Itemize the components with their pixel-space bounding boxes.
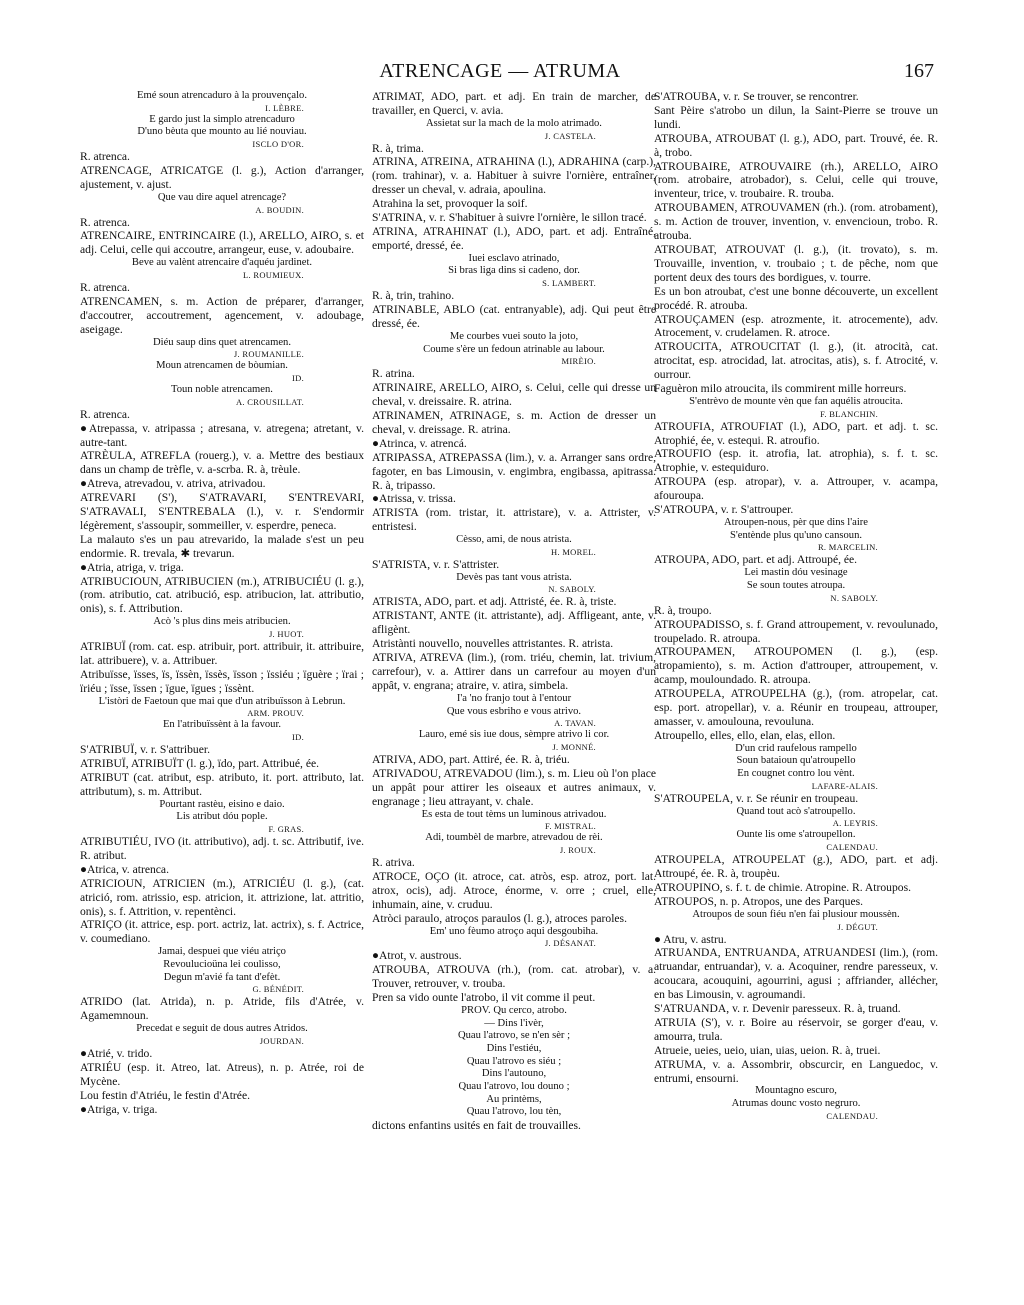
dictionary-entry: ATROUÇAMEN (esp. atrozmente, it. atrocemente), adv. Atrocement, v. crudelamen. R. atroce.	[654, 312, 938, 340]
dictionary-entry: R. à, trima.	[372, 141, 424, 155]
dictionary-entry: R. atriva.	[372, 855, 415, 869]
citation-quote: — Dins l'ivèr,	[484, 1017, 544, 1029]
dictionary-entry: ●Atrot, v. austrous.	[372, 949, 462, 963]
dictionary-entry: ATRINA, ATRAHINAT (l.), ADO, part. et adj. Entraîné, emporté, dressé, ée.	[372, 224, 656, 252]
dictionary-entry: S'ATRISTA, v. r. S'attrister.	[372, 557, 500, 571]
citation-quote: D'uno bèuta que mounto au lié nouviau.	[137, 126, 307, 138]
citation-quote: Quand tout acò s'atroupello.	[736, 805, 856, 817]
citation-quote: Que vau dire aquel atrencage?	[157, 191, 287, 203]
citation-quote: Soun bataioun qu'atroupello	[736, 755, 856, 767]
citation-quote: Diéu saup dins quet atrencamen.	[153, 336, 291, 348]
dictionary-entry: ATRENCAGE, ATRICATGE (l. g.), Action d'arranger, ajustement, v. ajust.	[80, 164, 364, 191]
citation-source: J. ROUMANILLE.	[233, 349, 304, 360]
citation-source: R. MARCELIN.	[817, 542, 878, 553]
citation-source: ISCLO D'OR.	[252, 139, 304, 150]
citation-quote: Me courbes vuei souto la joto,	[449, 330, 579, 342]
dictionary-entry: ATRIÉU (esp. it. Atreo, lat. Atreus), n. p. Atrée, roi de Mycène.	[80, 1060, 364, 1088]
dictionary-entry: ●Atreva, atrevadou, v. atriva, atrivadou.	[80, 477, 266, 491]
dictionary-entry: ATRIBUÏ, ATRIBUÏT (l. g.), ïdo, part. Attribué, ée.	[80, 756, 320, 770]
citation-source: J. HUOT.	[268, 628, 304, 639]
page-number: 167	[904, 60, 934, 82]
dictionary-entry: Atròci paraulo, atroços paraulos (l. g.), atroces paroles.	[372, 911, 627, 925]
dictionary-entry: ATROUBA, ATROUVA (rh.), (rom. cat. atrobar), v. a. Trouver, retrouver, v. trouba.	[372, 963, 656, 991]
dictionary-entry: ATROUFIO (esp. it. atrofia, lat. atrophia), s. f. t. sc. Atrophie, v. estequiduro.	[654, 447, 938, 475]
dictionary-entry: ATROUFIA, ATROUFIAT (l.), ADO, part. et adj. t. sc. Atrophié, ée, v. estequi. R. atroufio.	[654, 419, 938, 447]
dictionary-entry: ATRIMAT, ADO, part. et adj. En train de marcher, de travailler, en Querci, v. avia.	[372, 90, 656, 117]
citation-quote: Atroupos de soun fiéu n'en fai plusiour moussèn.	[692, 908, 900, 920]
dictionary-entry: ●Atriga, v. triga.	[80, 1102, 158, 1116]
citation-source: J. CASTELA.	[544, 130, 596, 141]
citation-quote: Adi, toumbèl de marbre, atrevadou de rèi.	[425, 832, 603, 844]
dictionary-entry: Atrahina la set, provoquer la soif.	[372, 197, 528, 211]
citation-quote: Dins l'autouno,	[481, 1068, 547, 1080]
citation-quote: Si bras liga dins si cadeno, dor.	[448, 265, 580, 277]
citation-quote: Toun noble atrencamen.	[171, 383, 273, 395]
dictionary-entry: R. atrenca.	[80, 407, 130, 421]
dictionary-entry: ATRICIOUN, ATRICIEN (m.), ATRICIÉU (l. g.), (cat. atrició, rom. atrissio, esp. atricion, it. attrizione, lat. attritio, onis), s. f. Attrition, v. repentènci.	[80, 876, 364, 918]
dictionary-entry: ATRISTANT, ANTE (it. attristante), adj. Affligeant, ante, v. afligènt.	[372, 609, 656, 637]
citation-source: ID.	[292, 372, 304, 383]
citation-quote: Quau l'atrovo, se n'en sèr ;	[457, 1030, 571, 1042]
dictionary-entry: ATRUANDA, ENTRUANDA, ATRUANDESI (lim.), (rom. atruandar, entruandar), v. a. Acoquiner, rendre paresseux, v. acoucara, acouquini, agourrini, agusi ; affriander, allécher, en bas Limousin, v. agroumandi.	[654, 946, 938, 1002]
citation-source: ARM. PROUV.	[247, 708, 304, 719]
dictionary-entry: S'ATRUANDA, v. r. Devenir paresseux. R. à, truand.	[654, 1002, 901, 1016]
dictionary-entry: Atribuïsse, ïsses, ïs, ïssèn, ïssès, ïsson ; ïssiéu ; ïguère ; ïrai ; ïriéu ; ïsse, ïssen ; ïgue, ïgues ; ïssènt.	[80, 667, 364, 695]
citation-quote: E gardo just la simplo atrencaduro	[149, 113, 295, 125]
dictionary-entry: R. atrenca.	[80, 215, 130, 229]
citation-source: I. LÈBRE.	[265, 102, 304, 113]
dictionary-entry: ATROUPELA, ATROUPELAT (g.), ADO, part. et adj. Attroupé, ée. R. à, troupèu.	[654, 853, 938, 881]
citation-source: J. DÉSANAT.	[544, 938, 596, 949]
dictionary-entry: ATROUBAT, ATROUVAT (l. g.), (it. trovato), s. m. Trouvaille, invention, v. troubaio ; t. de pêche, nom que portent deux des tours des bordigues, v. tourre.	[654, 242, 938, 284]
citation-quote: Mountagno escuro,	[755, 1085, 837, 1097]
citation-quote: Jamai, despuei que viéu atriço	[158, 946, 286, 958]
dictionary-entry: ATRUMA, v. a. Assombrir, obscurcir, en Languedoc, v. entrumi, ensourni.	[654, 1057, 938, 1085]
citation-quote: Atroupen-nous, pèr que dins l'aire	[723, 516, 868, 528]
citation-source: J. MONNÉ.	[552, 741, 596, 752]
citation-source: J. DÉGUT.	[837, 921, 878, 932]
citation-quote: Em' uno fèumo atroço aqui desgoubiha.	[429, 925, 599, 937]
citation-source: CALENDAU.	[826, 842, 878, 853]
dictionary-entry: R. à, troupo.	[654, 603, 712, 617]
dictionary-entry: ATRINA, ATREINA, ATRAHINA (l.), ADRAHINA (carp.), (rom. trahinar), v. a. Habituer à suivre l'ornière, entraîner, dresser un cheval, v. adraia, apoulina.	[372, 155, 656, 197]
dictionary-entry: S'ATROUBA, v. r. Se trouver, se rencontrer.	[654, 90, 859, 103]
dictionary-entry: ATRINABLE, ABLO (cat. entranyable), adj. Qui peut être dressé, ée.	[372, 303, 656, 330]
dictionary-entry: ● Atru, v. astru.	[654, 932, 727, 946]
citation-source: CALENDAU.	[826, 1110, 878, 1121]
dictionary-entry: ATRENCAMEN, s. m. Action de préparer, d'arranger, d'accoutrer, accoutrement, agencement, v. adoubage, aseigage.	[80, 294, 364, 336]
dictionary-entry: Atrueie, ueies, ueio, uian, uias, ueion. R. à, truei.	[654, 1043, 881, 1057]
citation-source: JOURDAN.	[259, 1035, 304, 1046]
citation-source: J. ROUX.	[559, 844, 596, 855]
citation-quote: Quau l'atrovo, lou tèn,	[466, 1106, 562, 1118]
citation-quote: PROV. Qu cerco, atrobo.	[461, 1004, 567, 1016]
dictionary-entry: ATRUIA (S'), v. r. Boire au réservoir, se gorger d'eau, v. amourra, trula.	[654, 1015, 938, 1043]
citation-quote: Quau l'atrovo, lou douno ;	[458, 1081, 570, 1093]
dictionary-entry: ●Atrica, v. atrenca.	[80, 862, 169, 876]
dictionary-entry: S'ATROUPA, v. r. S'attrouper.	[654, 503, 794, 517]
dictionary-entry: ATROCE, OÇO (it. atroce, cat. atròs, esp. atroz, port. lat. atrox, ocis), adj. Atroce, énorme, v. orre ; cruel, elle, inhumain, aine, v. cruduu.	[372, 869, 656, 911]
dictionary-entry: ATROUPA, ADO, part. et adj. Attroupé, ée.	[654, 553, 858, 567]
citation-quote: Moun atrencamen de bòumian.	[156, 360, 288, 372]
citation-quote: Lauro, emé sis iue dous, sèmpre atrivo li cor.	[418, 729, 610, 741]
citation-source: A. LEYRIS.	[832, 818, 878, 829]
citation-quote: S'entrèvo de mounte vèn que fan aquélis atroucita.	[689, 395, 903, 407]
dictionary-entry: ATRENCAIRE, ENTRINCAIRE (l.), ARELLO, AIRO, s. et adj. Celui, celle qui accoutre, arrangeur, euse, v. adoubaire.	[80, 229, 364, 257]
dictionary-entry: ATROUBAIRE, ATROUVAIRE (rh.), ARELLO, AIRO (rom. atrobaire, atrobador), s. Celui, celle qui trouve, inventeur, trice, v. troubaire. R. trouba.	[654, 159, 938, 201]
dictionary-entry: S'ATRIBUÏ, v. r. S'attribuer.	[80, 743, 210, 757]
citation-source: N. SABOLY.	[830, 592, 878, 603]
dictionary-entry: ATRIÇO (it. attrice, esp. port. actriz, lat. actrix), s. f. Actrice, v. coumediano.	[80, 918, 364, 946]
citation-quote: Degun m'avié fa tant d'efèt.	[163, 971, 281, 983]
dictionary-entry: dictons enfantins usités en fait de trouvailles.	[372, 1119, 581, 1133]
citation-source: F. GRAS.	[268, 824, 304, 835]
dictionary-entry: Faguèron milo atroucita, ils commirent mille horreurs.	[654, 382, 907, 396]
citation-source: H. MOREL.	[551, 546, 596, 557]
citation-source: LAFARE-ALAIS.	[811, 780, 878, 791]
dictionary-entry: ATRIVA, ADO, part. Attiré, ée. R. à, triéu.	[372, 752, 570, 766]
citation-quote: Se soun toutes atroupa.	[746, 580, 846, 591]
dictionary-entry: S'ATRINA, v. r. S'habituer à suivre l'ornière, le sillon tracé.	[372, 211, 647, 225]
citation-source: L. ROUMIEUX.	[243, 269, 304, 280]
dictionary-entry: ATROUPELA, ATROUPELHA (g.), (rom. atropelar, cat. esp. port. atropellar), v. a. Réunir en troupeau, attrouper, amasser, v. amoulouna, revouluna.	[654, 687, 938, 728]
dictionary-entry: ATROUPADISSO, s. f. Grand attroupement, v. revoulunado, troupelado. R. atroupa.	[654, 617, 938, 645]
dictionary-entry: ATRIBUTIÉU, IVO (it. attributivo), adj. t. sc. Attributif, ive. R. atribut.	[80, 835, 364, 862]
citation-quote: Beve au valènt atrencaire d'aquéu jardinet.	[131, 257, 313, 269]
citation-source: F. BLANCHIN.	[820, 408, 878, 419]
column-3	[654, 90, 938, 1122]
citation-quote: Atrumas dounc vosto negruro.	[731, 1098, 861, 1110]
citation-quote: Es esta de tout tèms un luminous atrivadou.	[421, 808, 607, 820]
citation-quote: Revoulucioüna lei coulisso,	[163, 959, 281, 970]
dictionary-entry: ATRIVADOU, ATREVADOU (lim.), s. m. Lieu où l'on place un appât pour attirer les oiseaux et autres animaux, v. engranage ; lieu attrayant, v. chale.	[372, 766, 656, 808]
dictionary-entry: ATRIVA, ATREVA (lim.), (rom. triéu, chemin, lat. trivium, carrefour), v. a. Attirer dans un carrefour au moyen d'un appât, v. engrana; atraire, v. atira, simbela.	[372, 651, 656, 692]
citation-quote: Coume s'ère un fedoun atrinable au labour.	[423, 343, 605, 355]
citation-quote: D'un crid raufelous rampello	[735, 742, 857, 754]
citation-quote: Dins l'estiéu,	[486, 1042, 542, 1054]
dictionary-entry: Es un bon atroubat, c'est une bonne découverte, un excellent procédé. R. atrouba.	[654, 284, 938, 312]
dictionary-entry: ●Atrinca, v. atrencá.	[372, 436, 467, 450]
dictionary-entry: ATROUCITA, ATROUCITAT (l. g.), (it. atrocità, cat. atrocitat, esp. atrocidad, lat. atrocitas, atis), s. f. Atrocité, v. ourrour.	[654, 340, 938, 382]
citation-quote: Lis atribut dóu pople.	[176, 811, 268, 823]
citation-quote: Emé soun atrencaduro à la prouvençalo.	[136, 90, 308, 101]
citation-quote: Devès pas tant vous atrista.	[456, 571, 572, 583]
dictionary-entry: ATRIPASSA, ATREPASSA (lim.), v. a. Arranger sans ordre, fagoter, en bas Limousin, v. engimbra, engibassa, apitrassa. R. à, tripasso.	[372, 450, 656, 492]
dictionary-entry: La malauto s'es un pau atrevarido, la malade s'est un peu endormie. R. trevala, ✱ trevarun.	[80, 532, 364, 560]
dictionary-entry: ATRIBUT (cat. atribut, esp. atributo, it. port. attributo, lat. attributum), s. m. Attribut.	[80, 770, 364, 798]
dictionary-entry: Lou festin d'Atriéu, le festin d'Atrée.	[80, 1088, 250, 1102]
dictionary-entry: ATRISTA, ADO, part. et adj. Attristé, ée. R. à, triste.	[372, 595, 617, 609]
dictionary-entry: ATRINAIRE, ARELLO, AIRO, s. Celui, celle qui dresse un cheval, v. dreissaire. R. atrina.	[372, 381, 656, 409]
citation-quote: Pourtant rastèu, eisino e daio.	[159, 798, 285, 810]
citation-quote: Precedat e seguit de dous autres Atridos.	[136, 1023, 308, 1035]
column-2	[372, 90, 656, 1133]
citation-quote: I'a 'no franjo tout à l'entour	[456, 692, 572, 704]
dictionary-entry: ATRIDO (lat. Atrida), n. p. Atride, fils d'Atrée, v. Agamemnoun.	[80, 995, 364, 1023]
citation-source: A. TAVAN.	[554, 718, 596, 729]
citation-quote: Assietat sur la mach de la molo atrimado.	[426, 117, 602, 129]
citation-quote: En cougnet contro lou vènt.	[737, 768, 855, 780]
dictionary-entry: ATROUPOS, n. p. Atropos, une des Parques.	[654, 894, 864, 908]
citation-quote: Lei mastin dóu vesinage	[744, 567, 848, 579]
citation-source: G. BÉNÉDIT.	[252, 984, 304, 995]
citation-quote: Iuei esclavo atrinado,	[468, 252, 560, 264]
citation-quote: Quau l'atrovo es siéu ;	[466, 1055, 562, 1067]
citation-source: N. SABOLY.	[548, 584, 596, 595]
citation-source: A. CROUSILLAT.	[235, 396, 304, 407]
dictionary-entry: Atristànti nouvello, nouvelles attristantes. R. atrista.	[372, 637, 614, 651]
dictionary-entry: ATROUPINO, s. f. t. de chimie. Atropine. R. Atroupos.	[654, 881, 911, 894]
dictionary-entry: Sant Pèire s'atrobo un dilun, la Saint-Pierre se trouve un lundi.	[654, 103, 938, 131]
dictionary-entry: ATROUBAMEN, ATROUVAMEN (rh.). (rom. atrobament), s. m. Action de trouver, invention, v. envencioun, trobo. R. atrouba.	[654, 201, 938, 243]
dictionary-entry: Pren sa vido ounte l'atrobo, il vit comme il peut.	[372, 990, 596, 1004]
dictionary-entry: ATROUPAMEN, ATROUPOMEN (l. g.), (esp. atropamiento), s. m. Action d'attrouper, attroupement, v. acamp, mouloundado. R. atroupa.	[654, 645, 938, 687]
dictionary-entry: ATRIBUCIOUN, ATRIBUCIEN (m.), ATRIBUCIÉU (l. g.), (rom. atributio, cat. atribució, esp. atribucion, lat. attributio, onis), s. f. Attribution.	[80, 574, 364, 616]
citation-quote: Ounte lis ome s'atroupellon.	[736, 829, 856, 841]
dictionary-entry: ●Atrié, v. trido.	[80, 1046, 153, 1060]
citation-quote: S'entènde plus qu'uno cansoun.	[729, 529, 863, 541]
citation-quote: En l'atribuïssènt à la favour.	[162, 719, 282, 731]
dictionary-entry: ATRÈULA, ATREFLA (rouerg.), v. a. Mettre des bestiaux dans un champ de trèfle, v. a-scrba. R. à, trèule.	[80, 449, 364, 477]
citation-source: S. LAMBERT.	[542, 278, 596, 289]
dictionary-entry: ●Atria, atriga, v. triga.	[80, 560, 184, 574]
dictionary-entry: R. atrina.	[372, 367, 415, 381]
citation-quote: Que vous esbriho e vous atrivo.	[446, 705, 582, 717]
dictionary-entry: ATROUBA, ATROUBAT (l. g.), ADO, part. Trouvé, ée. R. à, trobo.	[654, 131, 938, 159]
dictionary-entry: ●Atrepassa, v. atripassa ; atresana, v. atregena; atretant, v. autre-tant.	[80, 421, 364, 449]
dictionary-entry: ATRIBUÏ (rom. cat. esp. atribuir, port. attribuir, it. attribuire, lat. attribuere), v. a. Attribuer.	[80, 639, 364, 667]
dictionary-entry: R. atrenca.	[80, 280, 130, 294]
column-1	[80, 90, 364, 1116]
citation-source: MIRÈIO.	[561, 356, 596, 367]
citation-source: A. BOUDIN.	[255, 204, 304, 215]
dictionary-entry: R. à, trin, trahino.	[372, 289, 455, 303]
dictionary-entry: ATROUPA (esp. atropar), v. a. Attrouper, v. acampa, afouroupa.	[654, 475, 938, 503]
dictionary-entry: ATRINAMEN, ATRINAGE, s. m. Action de dresser un cheval, v. dreissage. R. atrina.	[372, 409, 656, 436]
citation-source: ID.	[292, 732, 304, 743]
running-header: ATRENCAGE — ATRUMA	[379, 60, 621, 82]
dictionary-entry: ATREVARI (S'), S'ATRAVARI, S'ENTREVARI, S'ATRAVALI, S'ENTREBALA (l.), v. r. S'endormir légèrement, s'assoupir, sommeiller, v. esperdre, peneca.	[80, 491, 364, 532]
dictionary-entry: S'ATROUPELA, v. r. Se réunir en troupeau.	[654, 791, 859, 805]
dictionary-entry: R. atrenca.	[80, 150, 130, 164]
citation-quote: Cèsso, ami, de nous atrista.	[456, 534, 572, 546]
citation-source: F. MISTRAL.	[544, 821, 596, 832]
citation-quote: Acò 's plus dins meis atribucien.	[153, 616, 291, 628]
citation-quote: Au printèms,	[486, 1093, 542, 1105]
citation-quote: L'istòri de Faetoun que mai que d'un atribuïsson à Lebrun.	[98, 695, 346, 707]
dictionary-entry: ATRISTA (rom. tristar, it. attristare), v. a. Attrister, v. entristesi.	[372, 506, 656, 534]
dictionary-entry: Atroupello, elles, ello, elan, elas, ellon.	[654, 728, 836, 742]
dictionary-entry: ●Atrissa, v. trissa.	[372, 492, 456, 506]
